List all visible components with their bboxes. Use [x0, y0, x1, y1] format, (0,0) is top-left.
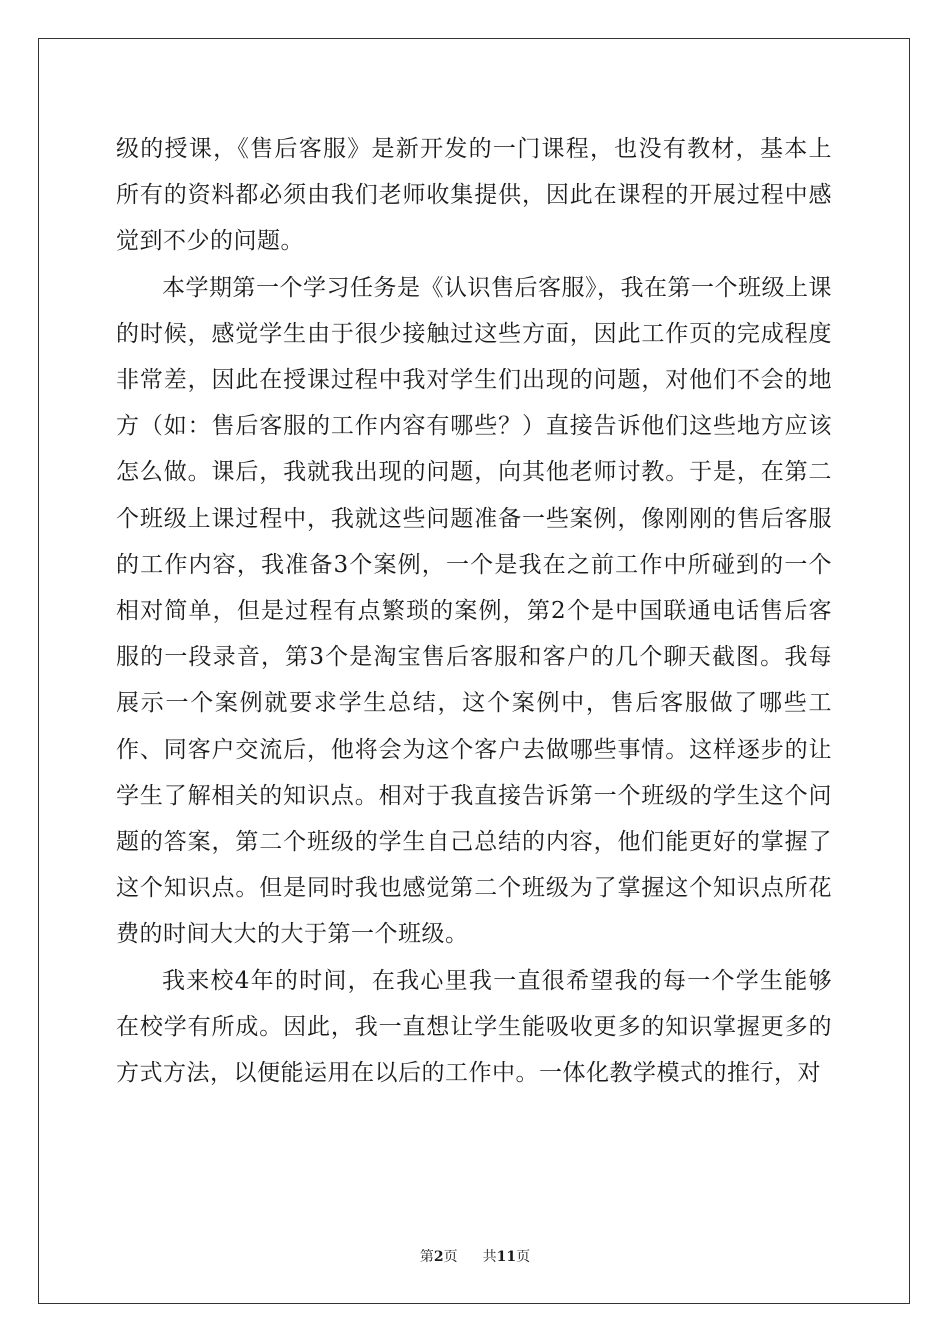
page-footer: [0, 1247, 950, 1267]
total-page-number: 11: [496, 1249, 517, 1265]
paragraph-continuation: 级的授课，《售后客服》是新开发的一门课程，也没有教材，基本上所有的资料都必须由我们老师收集提供，因此在课程的开展过程中感觉到不少的问题。: [116, 136, 832, 255]
total-pages: 共11页: [482, 1249, 531, 1265]
paragraph-teaching-goal: 我来校4年的时间，在我心里我一直很希望我的每一个学生能够在校学有所成。因此，我一直想让学生能吸收更多的知识掌握更多的方式方法，以便能运用在以后的工作中。一体化教学模式的推行，对: [116, 967, 832, 1087]
page-number: 第2页: [419, 1249, 458, 1265]
document-body: [116, 126, 832, 1096]
current-page-number: 2: [433, 1249, 444, 1265]
paragraph-first-task: 本学期第一个学习任务是《认识售后客服》，我在第一个班级上课的时候，感觉学生由于很少接触过这些方面，因此工作页的完成程度非常差，因此在授课过程中我对学生们出现的问题，对他们不会的地方（如：售后客服的工作内容有哪些？）直接告诉他们这些地方应该怎么做。课后，我就我出现的问题，向其他老师讨教。于是，在第二个班级上课过程中，我就这些问题准备一些案例，像刚刚的售后客服的工作内容，我准备3个案例，一个是我在之前工作中所碰到的一个相对简单，但是过程有点繁琐的案例，第2个是中国联通电话售后客服的一段录音，第3个是淘宝售后客服和客户的几个聊天截图。我每展示一个案例就要求学生总结，这个案例中，售后客服做了哪些工作、同客户交流后，他将会为这个客户去做哪些事情。这样逐步的让学生了解相关的知识点。相对于我直接告诉第一个班级的学生这个问题的答案，第二个班级的学生自己总结的内容，他们能更好的掌握了这个知识点。但是同时我也感觉第二个班级为了掌握这个知识点所花费的时间大大的大于第一个班级。: [116, 274, 832, 948]
